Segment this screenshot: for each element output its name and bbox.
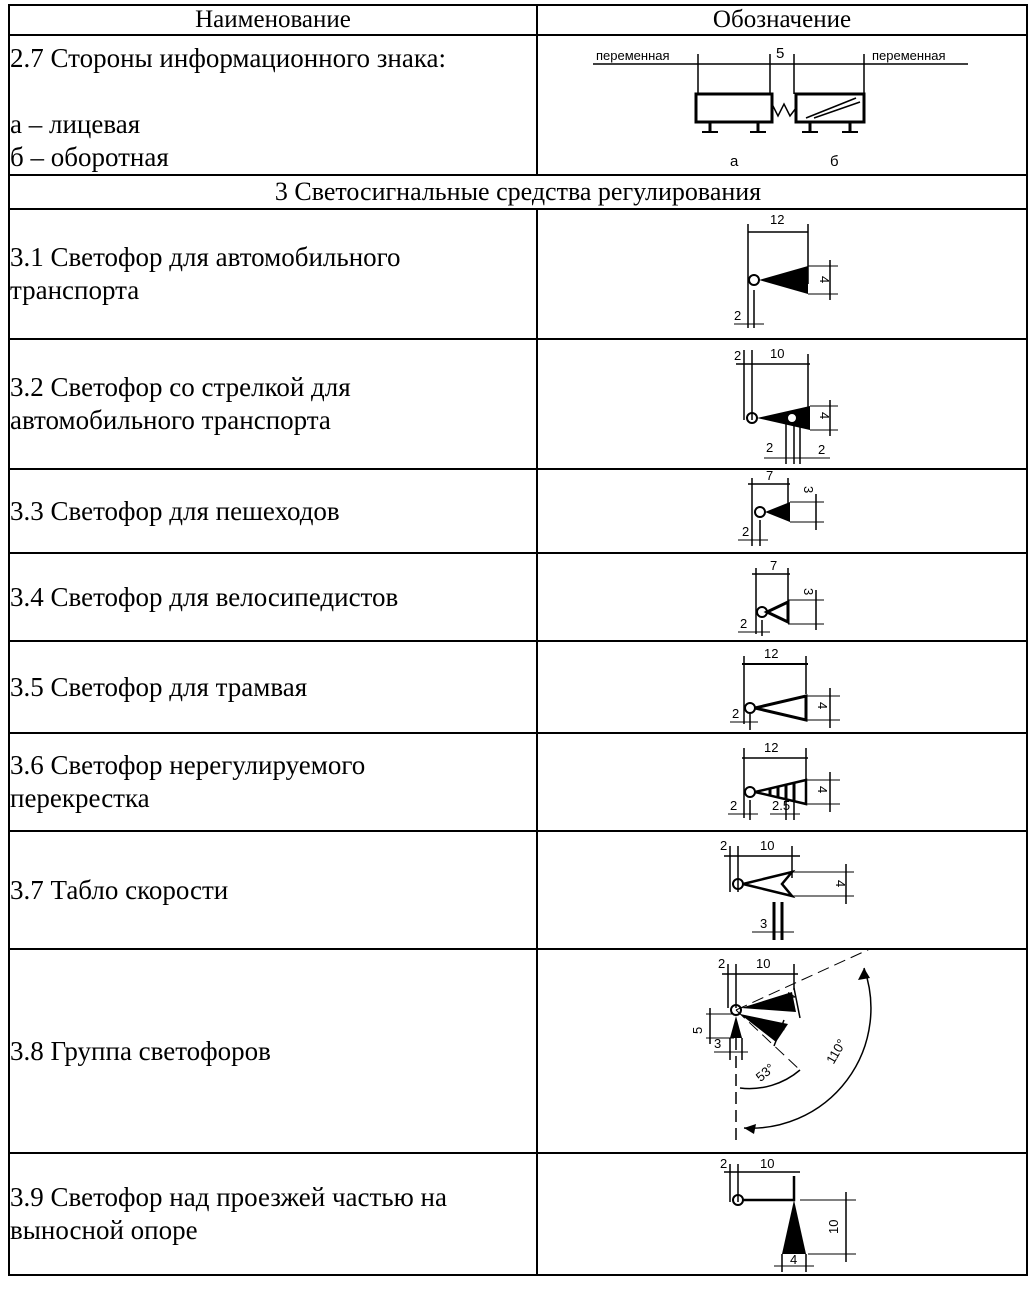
table-row xyxy=(9,209,1027,339)
dim-width: 12 xyxy=(764,740,779,755)
row-title: 3.3 Светофор для пешеходов xyxy=(10,495,340,526)
dim-offset: 2 xyxy=(730,798,738,813)
header-symbol: Обозначение xyxy=(537,5,1027,35)
row-symbol-3-3 xyxy=(537,469,1027,553)
angle-large: 110° xyxy=(823,1036,850,1067)
dim-width: 7 xyxy=(766,470,774,483)
side-a-label: а xyxy=(730,153,739,170)
row-symbol-3-2 xyxy=(537,339,1027,469)
row-title: 3.2 Светофор со стрелкой для xyxy=(10,372,351,402)
dim-bottom-left: 2 xyxy=(766,440,774,455)
row-name-3-3 xyxy=(9,469,537,553)
dim-mid-label: 5 xyxy=(776,45,785,62)
side-b-label: б xyxy=(830,153,839,170)
dim-height-2: 4 xyxy=(771,1023,788,1036)
dim-height: 4 xyxy=(815,786,830,794)
row-title: 3.1 Светофор для автомобильного xyxy=(10,242,401,272)
arrow-traffic-light-symbol xyxy=(538,340,1026,468)
row-name-2-7 xyxy=(9,35,537,175)
table-row xyxy=(9,733,1027,831)
row-name-3-8 xyxy=(9,949,537,1153)
dim-width: 7 xyxy=(770,558,778,573)
table-row xyxy=(9,35,1027,175)
section-row xyxy=(9,175,1027,209)
dim-offset: 2 xyxy=(734,308,742,323)
row-name-3-2 xyxy=(9,339,537,469)
dim-left-label: переменная xyxy=(596,48,670,63)
row-line-b: б – оборотная xyxy=(10,142,169,172)
dim-width: 12 xyxy=(770,212,785,227)
designation-table xyxy=(8,4,1028,1276)
row-title-cont: выносной опоре xyxy=(10,1215,198,1245)
speed-board-symbol xyxy=(538,832,1026,948)
car-traffic-light-symbol xyxy=(538,210,1026,338)
row-name-3-1 xyxy=(9,209,537,339)
traffic-light-group-symbol xyxy=(538,950,1026,1152)
angle-small: 53° xyxy=(752,1060,778,1085)
dim-width: 10 xyxy=(760,838,775,853)
row-symbol-3-1 xyxy=(537,209,1027,339)
dim-width: 10 xyxy=(760,1156,775,1171)
dim-offset: 2 xyxy=(740,616,748,631)
row-title-cont: автомобильного транспорта xyxy=(10,405,331,435)
dim-height: 3 xyxy=(801,486,816,494)
dim-height: 3 xyxy=(801,588,816,596)
dim-offset-top: 2 xyxy=(718,956,726,971)
dim-offset: 2 xyxy=(742,524,750,539)
header-name: Наименование xyxy=(9,5,537,35)
unregulated-intersection-light-symbol xyxy=(538,734,1026,830)
table-row xyxy=(9,339,1027,469)
row-name-3-6 xyxy=(9,733,537,831)
dim-right-label: переменная xyxy=(872,48,946,63)
row-symbol-3-5 xyxy=(537,641,1027,733)
dim-offset-top: 2 xyxy=(734,348,742,363)
section-title: 3 Светосигнальные средства регулирования xyxy=(9,175,1027,209)
row-symbol-3-9 xyxy=(537,1153,1027,1275)
dim-vertical: 5 xyxy=(690,1026,705,1034)
dim-offset-top: 2 xyxy=(720,838,728,853)
row-title: 3.5 Светофор для трамвая xyxy=(10,671,308,702)
overhead-bracket-light-symbol xyxy=(538,1154,1026,1274)
table-row xyxy=(9,641,1027,733)
table-row xyxy=(9,1153,1027,1275)
dim-width: 10 xyxy=(756,956,771,971)
row-title: 3.4 Светофор для велосипедистов xyxy=(10,581,399,612)
pedestrian-traffic-light-symbol xyxy=(538,470,1026,552)
row-symbol-2-7 xyxy=(537,35,1027,175)
dim-step: 2.5 xyxy=(772,798,791,813)
dim-height: 4 xyxy=(815,702,830,710)
row-symbol-3-8 xyxy=(537,949,1027,1153)
info-sign-sides-symbol xyxy=(538,36,1026,174)
dim-height: 4 xyxy=(817,276,832,284)
dim-bottom: 4 xyxy=(790,1252,798,1267)
row-symbol-3-7 xyxy=(537,831,1027,949)
row-title: 3.6 Светофор нерегулируемого xyxy=(10,750,366,780)
table-row xyxy=(9,553,1027,641)
dim-bottom-right: 2 xyxy=(818,442,826,457)
table-row xyxy=(9,949,1027,1153)
row-title: 3.7 Табло скорости xyxy=(10,874,229,905)
dim-width: 10 xyxy=(770,346,785,361)
row-title: 2.7 Стороны информационного знака: xyxy=(10,43,447,73)
dim-height: 10 xyxy=(826,1219,841,1234)
row-title-cont: транспорта xyxy=(10,275,140,305)
table-row xyxy=(9,831,1027,949)
row-title: 3.9 Светофор над проезжей частью на xyxy=(10,1182,447,1212)
row-name-3-4 xyxy=(9,553,537,641)
row-symbol-3-4 xyxy=(537,553,1027,641)
dim-offset: 2 xyxy=(732,706,740,721)
row-title: 3.8 Группа светофоров xyxy=(10,1035,271,1066)
dim-bottom: 3 xyxy=(714,1036,722,1051)
row-name-3-5 xyxy=(9,641,537,733)
dim-width: 12 xyxy=(764,646,779,661)
row-title-cont: перекрестка xyxy=(10,783,150,813)
table-header-row xyxy=(9,5,1027,35)
dim-offset-top: 2 xyxy=(720,1156,728,1171)
dim-bottom: 3 xyxy=(760,916,768,931)
bicycle-traffic-light-symbol xyxy=(538,554,1026,640)
dim-height: 4 xyxy=(833,880,848,888)
table-row xyxy=(9,469,1027,553)
row-symbol-3-6 xyxy=(537,733,1027,831)
dim-height: 4 xyxy=(817,412,832,420)
tram-traffic-light-symbol xyxy=(538,642,1026,732)
dim-height-1: 4 xyxy=(783,992,798,1000)
row-name-3-9 xyxy=(9,1153,537,1275)
row-line-a: а – лицевая xyxy=(10,109,141,139)
row-name-3-7 xyxy=(9,831,537,949)
